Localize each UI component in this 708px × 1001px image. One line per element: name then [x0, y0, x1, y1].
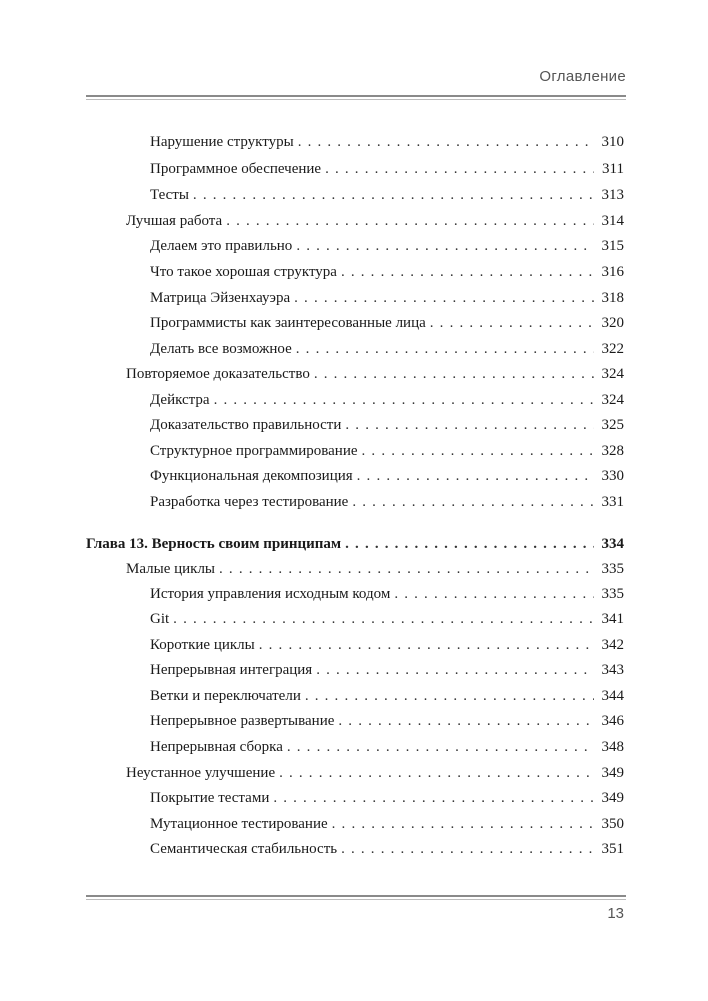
toc-entry[interactable]: [150, 838, 624, 860]
toc-entry-title: Непрерывное развертывание: [150, 713, 335, 729]
toc-entry-page: 341: [601, 611, 624, 627]
toc-entry[interactable]: [150, 685, 624, 707]
toc-entry-title: Лучшая работа: [126, 213, 223, 229]
toc-entry[interactable]: [126, 363, 624, 385]
toc-entry-page: 335: [601, 586, 624, 602]
toc-leader-dots: [394, 583, 594, 605]
toc-leader-dots: [332, 813, 594, 835]
toc-entry-title: Матрица Эйзенхауэра: [150, 290, 291, 306]
toc-entry-page: 350: [601, 816, 624, 832]
toc-entry[interactable]: [126, 762, 624, 784]
toc-leader-dots: [325, 158, 594, 180]
toc-entry-title: Git: [150, 611, 170, 627]
toc-entry-page: 310: [601, 134, 624, 150]
toc-entry[interactable]: [150, 608, 624, 630]
toc-entry[interactable]: [150, 710, 624, 732]
toc-entry[interactable]: [150, 634, 624, 656]
toc-entry-title: Семантическая стабильность: [150, 841, 338, 857]
toc-entry[interactable]: [150, 414, 624, 436]
toc-leader-dots: [338, 710, 594, 732]
toc-entry-page: 348: [601, 739, 624, 755]
toc-entry[interactable]: [150, 312, 624, 334]
toc-entry[interactable]: [126, 210, 624, 232]
toc-entry[interactable]: [150, 813, 624, 835]
toc-entry-page: 344: [601, 688, 624, 704]
footer-rule: [86, 895, 626, 897]
toc-entry-title: Нарушение структуры: [150, 134, 294, 150]
toc-chapter-title: Глава 13. Верность своим принципам: [86, 536, 342, 552]
toc-entry[interactable]: [150, 465, 624, 487]
toc-entry[interactable]: [150, 287, 624, 309]
toc-entry-page: 311: [602, 161, 624, 177]
toc-leader-dots: [341, 261, 594, 283]
toc-entry-title: Неустанное улучшение: [126, 765, 276, 781]
toc-entry[interactable]: [150, 184, 624, 206]
toc-leader-dots: [259, 634, 594, 656]
toc-leader-dots: [298, 131, 594, 153]
toc-entry[interactable]: [150, 261, 624, 283]
toc-leader-dots: [430, 312, 594, 334]
toc-leader-dots: [314, 363, 594, 385]
toc-entry-title: Структурное программирование: [150, 443, 358, 459]
running-head: Оглавление: [539, 68, 626, 85]
toc-entry-page: 316: [601, 264, 624, 280]
toc-entry[interactable]: [150, 389, 624, 411]
toc-leader-dots: [226, 210, 594, 232]
toc-entry-title: Повторяемое доказательство: [126, 366, 310, 382]
toc-entry-title: Тесты: [150, 187, 189, 203]
toc-entry-page: 315: [601, 238, 624, 254]
toc-entry-title: Функциональная декомпозиция: [150, 468, 353, 484]
toc-entry-page: 328: [601, 443, 624, 459]
toc-entry-title: Программисты как заинтересованные лица: [150, 315, 426, 331]
toc-entry-page: 349: [601, 790, 624, 806]
toc-entry-title: Дейкстра: [150, 392, 210, 408]
toc-entry-title: Ветки и переключатели: [150, 688, 301, 704]
toc-entry-page: 314: [601, 213, 624, 229]
toc-entry-title: Делать все возможное: [150, 341, 292, 357]
toc-entry[interactable]: [150, 338, 624, 360]
toc-chapter-entry[interactable]: [86, 533, 624, 555]
toc-leader-dots: [287, 736, 594, 758]
toc-entry-page: 346: [601, 713, 624, 729]
toc-leader-dots: [362, 440, 594, 462]
page-number: 13: [607, 905, 624, 922]
toc-leader-dots: [345, 533, 594, 555]
toc-entry[interactable]: [150, 659, 624, 681]
toc-entry-title: Программное обеспечение: [150, 161, 322, 177]
toc-entry-page: 324: [601, 366, 624, 382]
toc-entry-title: Малые циклы: [126, 561, 216, 577]
toc-entry-title: Что такое хорошая структура: [150, 264, 337, 280]
toc-entry[interactable]: [150, 787, 624, 809]
toc-leader-dots: [345, 414, 594, 436]
toc-leader-dots: [296, 338, 594, 360]
toc-entry-title: Делаем это правильно: [150, 238, 293, 254]
toc-entry-page: 335: [601, 561, 624, 577]
toc-leader-dots: [193, 184, 594, 206]
toc-leader-dots: [173, 608, 594, 630]
toc-entry-title: История управления исходным кодом: [150, 586, 391, 602]
toc-entry-page: 349: [601, 765, 624, 781]
toc-leader-dots: [352, 491, 594, 513]
toc-entry-title: Покрытие тестами: [150, 790, 270, 806]
toc-entry-title: Мутационное тестирование: [150, 816, 328, 832]
toc-entry-page: 325: [601, 417, 624, 433]
toc-leader-dots: [341, 838, 594, 860]
toc-entry[interactable]: [150, 131, 624, 153]
toc-entry-title: Доказательство правильности: [150, 417, 342, 433]
toc-entry-title: Непрерывная сборка: [150, 739, 283, 755]
toc-entry-page: 313: [601, 187, 624, 203]
toc-entry-page: 342: [601, 637, 624, 653]
toc-entry-title: Короткие циклы: [150, 637, 255, 653]
toc-leader-dots: [316, 659, 594, 681]
toc-entry-page: 343: [601, 662, 624, 678]
toc-leader-dots: [357, 465, 594, 487]
toc-entry[interactable]: [150, 736, 624, 758]
toc-leader-dots: [219, 558, 594, 580]
toc-entry[interactable]: [150, 440, 624, 462]
toc-entry-page: 320: [601, 315, 624, 331]
toc-entry-page: 318: [601, 290, 624, 306]
toc-leader-dots: [294, 287, 594, 309]
toc-entry[interactable]: [150, 158, 624, 180]
header-rule: [86, 95, 626, 97]
toc-entry[interactable]: [126, 558, 624, 580]
toc-leader-dots: [279, 762, 594, 784]
toc-entry[interactable]: [150, 583, 624, 605]
toc-chapter-page: 334: [601, 536, 624, 552]
toc-entry-page: 351: [601, 841, 624, 857]
toc-entry-page: 324: [601, 392, 624, 408]
toc-entry-page: 322: [601, 341, 624, 357]
toc-leader-dots: [273, 787, 594, 809]
toc-leader-dots: [296, 235, 594, 257]
toc-entry[interactable]: [150, 235, 624, 257]
toc-entry[interactable]: [150, 491, 624, 513]
toc-entry-page: 330: [601, 468, 624, 484]
toc-entry-title: Непрерывная интеграция: [150, 662, 313, 678]
toc-leader-dots: [305, 685, 594, 707]
toc-entry-page: 331: [601, 494, 624, 510]
toc-entry-title: Разработка через тестирование: [150, 494, 349, 510]
toc-leader-dots: [214, 389, 594, 411]
